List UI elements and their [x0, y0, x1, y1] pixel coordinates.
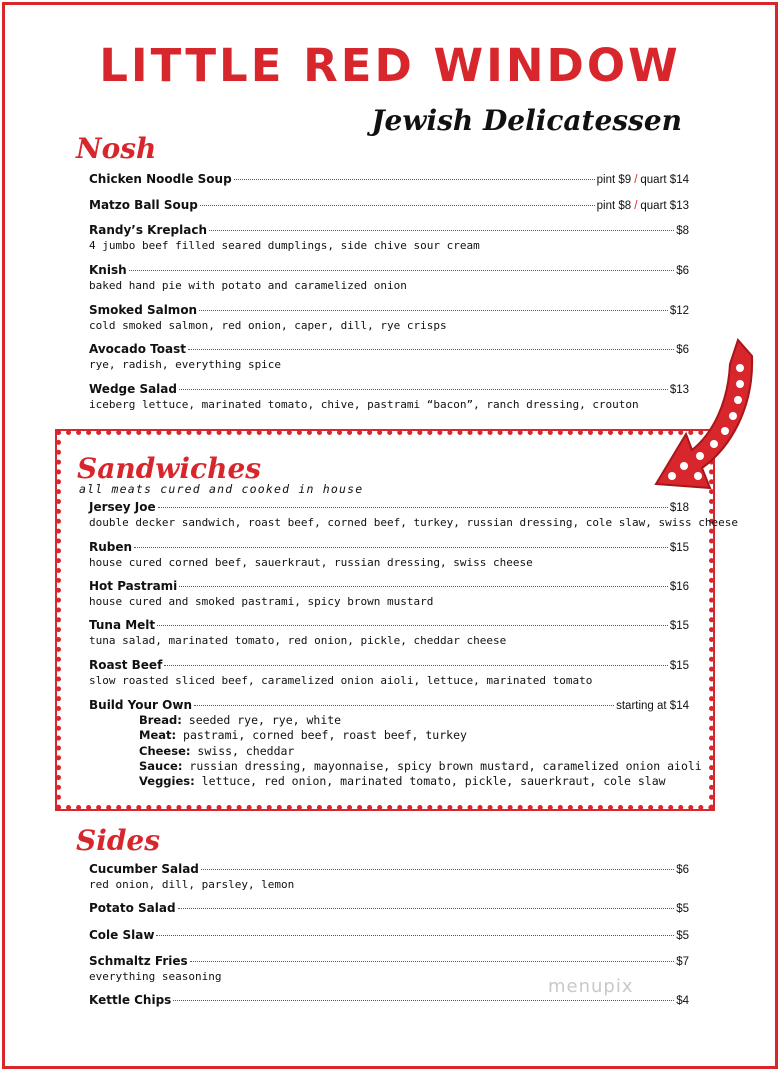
menu-item — [89, 579, 689, 609]
item-name: Ruben — [89, 540, 133, 554]
watermark: menupix — [548, 976, 634, 997]
item-name: Randy’s Kreplach — [89, 223, 207, 237]
byo-value: russian dressing, mayonnaise, spicy brown mustard, caramelized onion aioli — [189, 758, 702, 773]
dot-leader — [156, 935, 674, 936]
dot-leader — [188, 349, 674, 350]
menu-item — [89, 198, 689, 214]
item-name: Roast Beef — [89, 658, 163, 672]
item-price: $15 — [669, 660, 689, 672]
dot-leader — [194, 705, 614, 706]
item-name: Jersey Joe — [89, 500, 156, 514]
item-name: Kettle Chips — [89, 993, 172, 1007]
byo-value: seeded rye, rye, white — [188, 713, 342, 727]
menu-item — [89, 382, 689, 412]
build-your-own-options — [139, 713, 702, 789]
item-price: $5 — [676, 903, 689, 915]
menu-item — [89, 658, 689, 688]
item-name: Wedge Salad — [89, 382, 177, 396]
dot-leader — [190, 961, 675, 962]
item-name: Potato Salad — [89, 901, 176, 915]
item-name: Build Your Own — [89, 698, 192, 712]
menu-item — [89, 862, 689, 892]
item-description: double decker sandwich, roast beef, corned beef, turkey, russian dressing, cole slaw, swiss cheese — [89, 516, 739, 529]
dot-leader — [164, 665, 668, 666]
menu-item — [89, 698, 689, 714]
dot-leader — [129, 270, 675, 271]
item-name: Knish — [89, 263, 127, 277]
dot-leader — [179, 389, 668, 390]
menu-item — [89, 928, 689, 944]
menu-item — [89, 263, 689, 293]
item-description: tuna salad, marinated tomato, red onion, pickle, cheddar cheese — [89, 634, 507, 647]
section-title-sandwiches: Sandwiches — [77, 452, 262, 485]
menu-item — [89, 342, 689, 372]
item-price: $18 — [669, 502, 689, 514]
item-description: everything seasoning — [89, 970, 222, 983]
menu-item — [89, 223, 689, 253]
menu-item — [89, 618, 689, 648]
dot-leader — [157, 625, 668, 626]
dot-leader — [234, 179, 595, 180]
item-name: Cole Slaw — [89, 928, 155, 942]
restaurant-name: LITTLE RED WINDOW — [99, 39, 681, 92]
byo-option — [139, 759, 702, 774]
dot-leader — [201, 869, 674, 870]
dot-leader — [179, 586, 668, 587]
section-note: all meats cured and cooked in house — [79, 482, 364, 496]
byo-option — [139, 744, 702, 759]
item-name: Avocado Toast — [89, 342, 186, 356]
dot-leader — [173, 1000, 674, 1001]
item-price: $8 — [676, 225, 689, 237]
item-price: $6 — [676, 864, 689, 876]
menu-item — [89, 901, 689, 917]
item-description: slow roasted sliced beef, caramelized onion aioli, lettuce, marinated tomato — [89, 674, 593, 687]
dot-leader — [178, 908, 675, 909]
marquee-arrow-icon — [650, 338, 760, 498]
item-description: cold smoked salmon, red onion, caper, dill, rye crisps — [89, 319, 447, 332]
dot-leader — [200, 205, 595, 206]
byo-label: Veggies: — [139, 774, 195, 789]
item-price: $5 — [676, 930, 689, 942]
item-description: red onion, dill, parsley, lemon — [89, 878, 295, 891]
menu-item — [89, 172, 689, 188]
byo-value: lettuce, red onion, marinated tomato, pickle, sauerkraut, cole slaw — [201, 774, 666, 789]
item-name: Matzo Ball Soup — [89, 198, 198, 212]
byo-value: pastrami, corned beef, roast beef, turkey — [183, 728, 467, 743]
item-price: starting at $14 — [616, 700, 689, 712]
item-price: $15 — [669, 542, 689, 554]
item-name: Hot Pastrami — [89, 579, 178, 593]
item-description: iceberg lettuce, marinated tomato, chive, pastrami “bacon”, ranch dressing, crouton — [89, 398, 639, 411]
item-price: $4 — [676, 995, 689, 1007]
section-title-nosh: Nosh — [76, 132, 157, 165]
item-price: $6 — [676, 344, 689, 356]
menu-item — [89, 540, 689, 570]
byo-label: Meat: — [139, 728, 177, 743]
item-price: $7 — [676, 956, 689, 968]
section-title-sides: Sides — [76, 824, 161, 857]
item-price: $13 — [669, 384, 689, 396]
dot-leader — [209, 230, 674, 231]
dot-leader — [158, 507, 668, 508]
dot-leader — [134, 547, 668, 548]
byo-option — [139, 774, 702, 789]
byo-label: Sauce: — [139, 758, 183, 773]
item-name: Smoked Salmon — [89, 303, 198, 317]
item-price: $15 — [669, 620, 689, 632]
item-name: Schmaltz Fries — [89, 954, 188, 968]
item-description: 4 jumbo beef filled seared dumplings, side chive sour cream — [89, 239, 480, 252]
restaurant-subtitle: Jewish Delicatessen — [371, 104, 682, 137]
byo-label: Cheese: — [139, 743, 191, 758]
item-price: $16 — [669, 581, 689, 593]
item-name: Tuna Melt — [89, 618, 156, 632]
byo-option — [139, 728, 702, 743]
dot-leader — [199, 310, 668, 311]
menu-item — [89, 500, 739, 530]
byo-label: Bread: — [139, 713, 182, 727]
item-description: house cured and smoked pastrami, spicy brown mustard — [89, 595, 434, 608]
item-description: house cured corned beef, sauerkraut, russian dressing, swiss cheese — [89, 556, 533, 569]
item-price: pint $8 / quart $13 — [596, 200, 689, 212]
item-description: baked hand pie with potato and caramelized onion — [89, 279, 407, 292]
item-description: rye, radish, everything spice — [89, 358, 282, 371]
item-name: Cucumber Salad — [89, 862, 199, 876]
menu-item — [89, 303, 689, 333]
item-price: $6 — [676, 265, 689, 277]
byo-value: swiss, cheddar — [197, 743, 295, 758]
item-price: pint $9 / quart $14 — [596, 174, 689, 186]
byo-option — [139, 713, 702, 728]
item-name: Chicken Noodle Soup — [89, 172, 232, 186]
item-price: $12 — [669, 305, 689, 317]
